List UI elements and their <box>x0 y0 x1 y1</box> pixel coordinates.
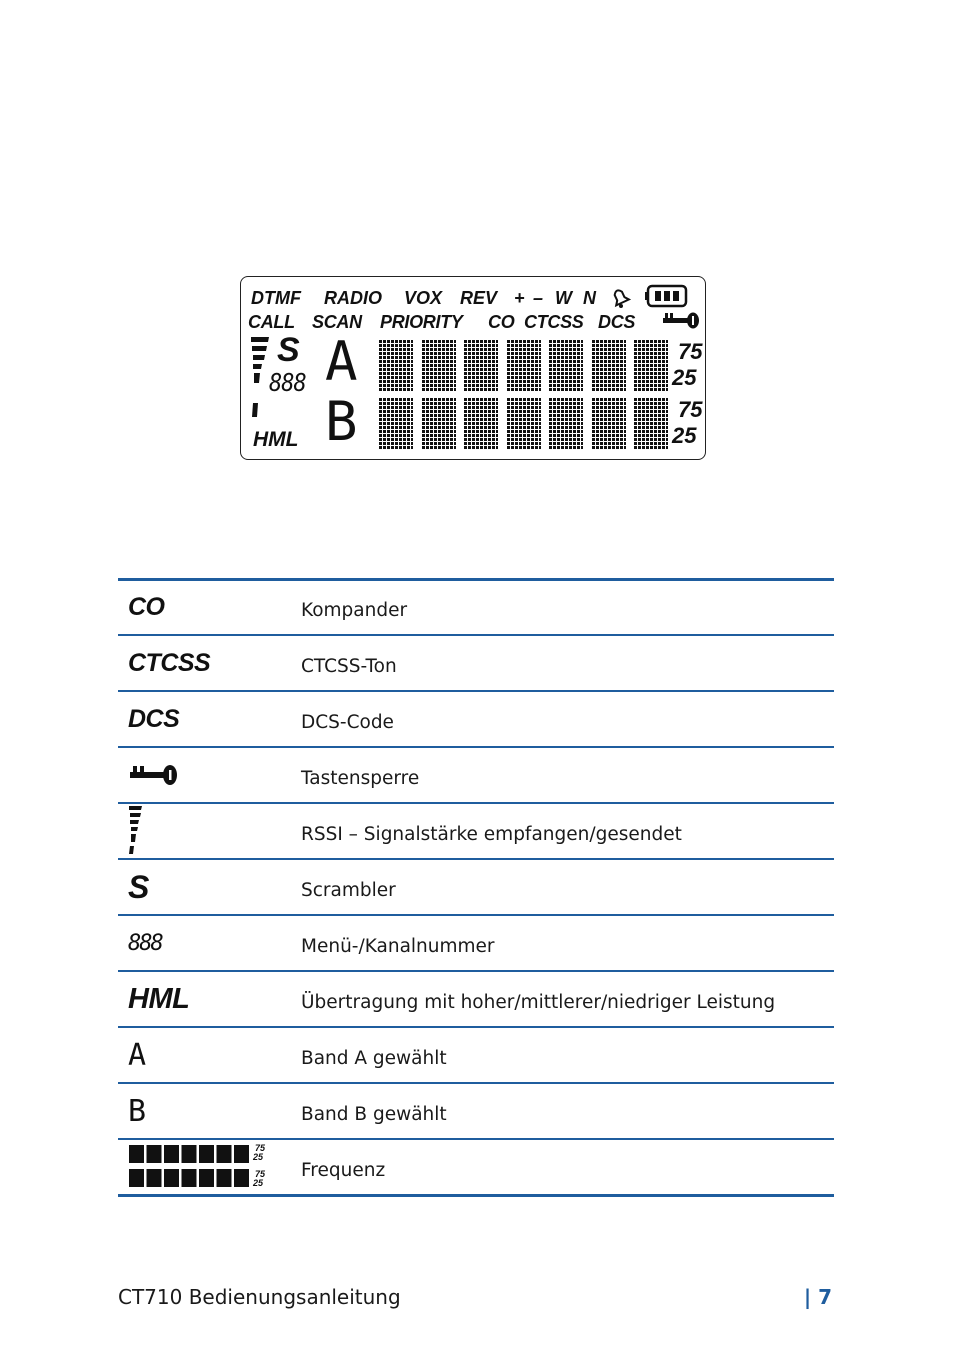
legend-description: Frequenz <box>301 1159 386 1181</box>
lcd-call: CALL <box>248 312 295 332</box>
co-symbol: CO <box>128 593 165 621</box>
matrix-char <box>379 339 413 391</box>
legend-description: Band A gewählt <box>301 1047 447 1069</box>
key-lock-icon <box>661 309 701 331</box>
legend-description: RSSI – Signalstärke empfangen/gesendet <box>301 823 682 845</box>
lcd-band-b: B <box>325 390 358 453</box>
key-lock-icon <box>128 762 180 788</box>
freq-step-bottom-2: 25 <box>253 1178 264 1188</box>
ctcss-symbol: CTCSS <box>128 648 211 677</box>
lcd-priority: PRIORITY <box>380 312 463 332</box>
legend-description: Übertragung mit hoher/mittlerer/niedriger Leistung <box>301 991 776 1013</box>
table-row <box>118 804 834 860</box>
band-a-icon: A <box>128 1037 146 1073</box>
freq-step-top-1: 75 <box>255 1143 266 1153</box>
lcd-rev: REV <box>460 288 498 308</box>
legend-description: Tastensperre <box>301 767 420 789</box>
matrix-char <box>507 397 541 449</box>
power-level-symbol: HML <box>128 982 190 1015</box>
lcd-n: N <box>583 288 596 308</box>
lcd-scrambler: S <box>277 331 300 369</box>
page-number: | 7 <box>803 1285 832 1309</box>
matrix-char <box>549 339 583 391</box>
lcd-vox: VOX <box>404 288 443 308</box>
freq-block <box>217 1169 232 1187</box>
lcd-band-a: A <box>325 330 358 393</box>
matrix-char <box>379 397 413 449</box>
legend-description: Kompander <box>301 600 408 621</box>
matrix-char <box>507 339 541 391</box>
lcd-ctcss: CTCSS <box>524 312 584 332</box>
footer-title: CT710 Bedienungsanleitung <box>118 1285 401 1309</box>
table-row <box>118 636 834 692</box>
matrix-char <box>592 339 626 391</box>
freq-block <box>164 1169 179 1187</box>
table-row <box>118 972 834 1028</box>
legend-description: Menü-/Kanalnummer <box>301 935 495 957</box>
freq-block <box>129 1169 144 1187</box>
table-row <box>118 1084 834 1140</box>
lcd-dtmf: DTMF <box>251 288 301 308</box>
table-row <box>118 748 834 804</box>
lcd-dcs: DCS <box>598 312 636 332</box>
freq-step-top-2: 75 <box>255 1169 266 1179</box>
dcs-symbol: DCS <box>128 704 180 733</box>
freq-block <box>129 1145 144 1163</box>
band-b-icon: B <box>128 1093 146 1129</box>
legend-description: CTCSS-Ton <box>301 655 397 677</box>
lcd-step-b-bottom: 25 <box>672 423 697 448</box>
freq-block <box>164 1145 179 1163</box>
matrix-char <box>549 397 583 449</box>
lcd-display <box>240 276 706 460</box>
lcd-channel-digits: 888 <box>269 369 306 398</box>
lcd-w: W <box>555 288 572 308</box>
table-row <box>118 1140 834 1197</box>
matrix-char <box>634 397 668 449</box>
matrix-char <box>422 397 456 449</box>
lcd-step-b-top: 75 <box>678 397 703 422</box>
signal-strength-icon <box>249 337 271 423</box>
segment-digits-icon: 888 <box>128 930 162 956</box>
freq-block <box>199 1145 214 1163</box>
matrix-char <box>464 339 498 391</box>
symbol-legend-table <box>118 578 834 1197</box>
matrix-char <box>592 397 626 449</box>
legend-description: Scrambler <box>301 879 396 901</box>
table-row <box>118 916 834 972</box>
lcd-step-a-top: 75 <box>678 339 703 364</box>
battery-icon <box>645 283 691 309</box>
lcd-plus: + <box>514 288 525 308</box>
lcd-radio: RADIO <box>324 288 382 308</box>
scrambler-icon: S <box>128 868 149 905</box>
table-row <box>118 581 834 636</box>
freq-block <box>147 1145 162 1163</box>
freq-step-bottom-1: 25 <box>253 1152 264 1162</box>
bell-icon <box>607 285 633 309</box>
freq-block <box>182 1145 197 1163</box>
lcd-scan: SCAN <box>312 312 362 332</box>
freq-block <box>234 1145 249 1163</box>
legend-description: Band B gewählt <box>301 1103 447 1125</box>
table-row <box>118 860 834 916</box>
matrix-char <box>422 339 456 391</box>
freq-block <box>217 1145 232 1163</box>
freq-block <box>234 1169 249 1187</box>
freq-block <box>182 1169 197 1187</box>
signal-strength-icon <box>128 806 144 856</box>
lcd-co: CO <box>488 312 515 332</box>
table-row <box>118 1028 834 1084</box>
lcd-step-a-bottom: 25 <box>672 365 697 390</box>
frequency-matrix-icon <box>128 1143 268 1191</box>
matrix-char <box>464 397 498 449</box>
freq-block <box>199 1169 214 1187</box>
lcd-minus: – <box>533 288 544 308</box>
lcd-power: HML <box>253 428 299 451</box>
table-row <box>118 692 834 748</box>
legend-description: DCS-Code <box>301 711 394 733</box>
matrix-char <box>634 339 668 391</box>
freq-block <box>147 1169 162 1187</box>
